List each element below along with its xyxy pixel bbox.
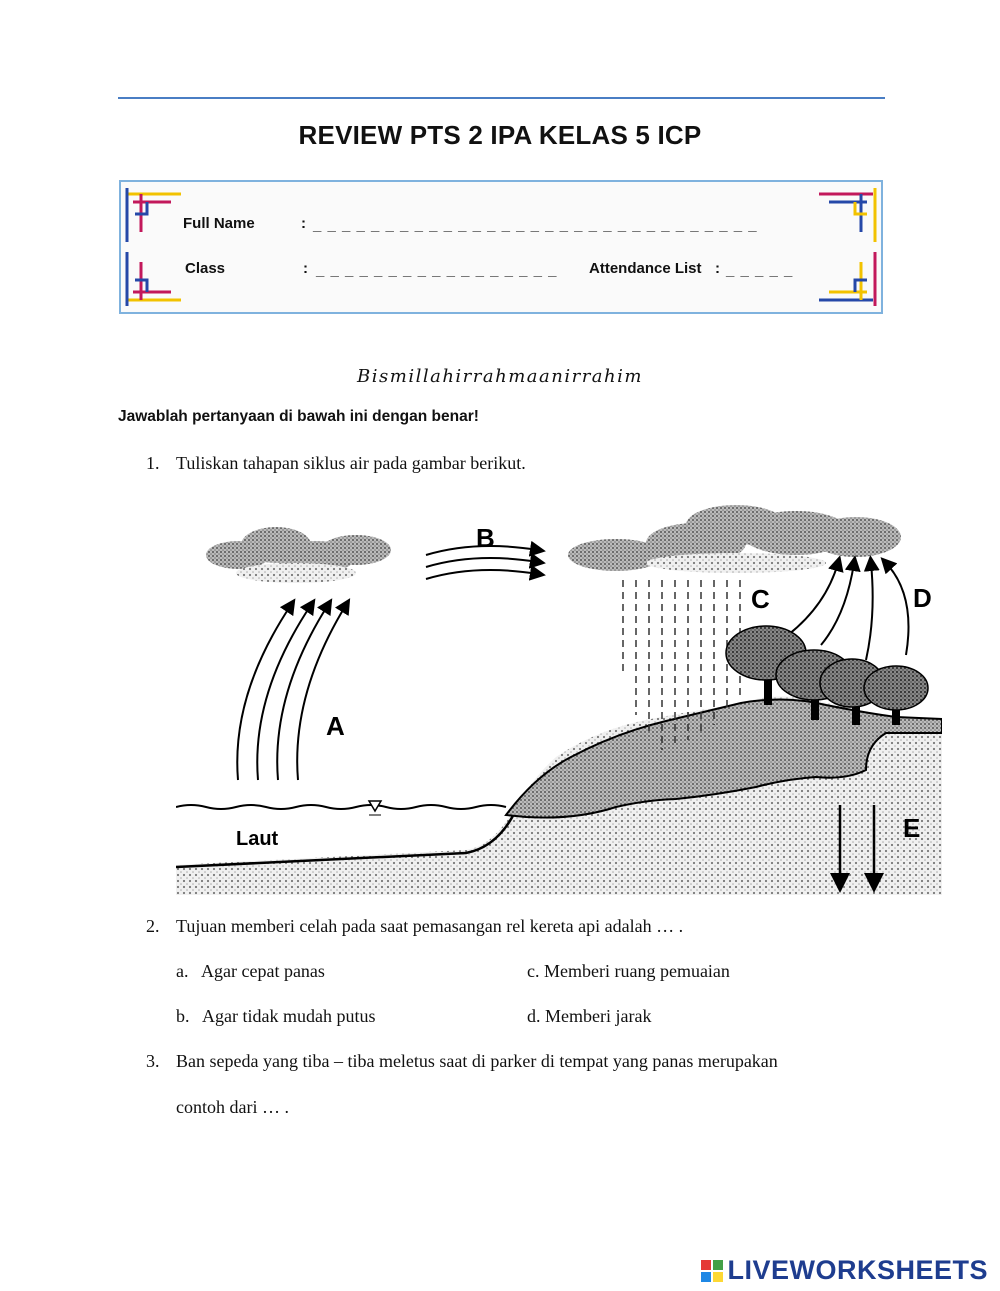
option-d[interactable]: d. Memberi jarak [527, 1006, 652, 1026]
label-d: D [913, 583, 932, 613]
label-a: A [326, 711, 345, 741]
cloud-left [206, 527, 391, 583]
evaporation-arrows [237, 605, 346, 780]
cloud-right [568, 505, 901, 573]
full-name-field[interactable]: _ _ _ _ _ _ _ _ _ _ _ _ _ _ _ _ _ _ _ _ _ _ _ _ _ _ _ _ _ _ _ [313, 217, 758, 234]
bismillah-heading: Bismillahirrahmaanirrahim [357, 366, 643, 387]
page-title: REVIEW PTS 2 IPA KELAS 5 ICP [298, 120, 702, 150]
class-colon: : [303, 260, 308, 277]
question-3-text-line2: contoh dari … . [176, 1097, 289, 1117]
full-name-label: Full Name [183, 215, 255, 232]
attendance-field[interactable]: _ _ _ _ _ [726, 262, 794, 279]
question-2-text: Tujuan memberi celah pada saat pemasangan rel kereta api adalah … . [176, 916, 684, 936]
liveworksheets-logo[interactable] [701, 1255, 988, 1286]
logo-icon [701, 1260, 723, 1282]
decorative-corner-frame [121, 182, 881, 312]
attendance-colon: : [715, 260, 720, 277]
class-field[interactable]: _ _ _ _ _ _ _ _ _ _ _ _ _ _ _ _ _ [316, 262, 558, 279]
question-2-number: 2. [146, 916, 160, 936]
option-b[interactable]: b. Agar tidak mudah putus [176, 1006, 376, 1026]
header-rule [118, 97, 885, 99]
label-sea: Laut [236, 828, 279, 850]
instruction-text: Jawablah pertanyaan di bawah ini dengan benar! [118, 408, 479, 425]
transpiration-arrows [788, 563, 909, 660]
sea-surface [176, 805, 506, 809]
water-cycle-diagram [176, 495, 942, 895]
option-c[interactable]: c. Memberi ruang pemuaian [527, 961, 730, 981]
question-3-text: Ban sepeda yang tiba – tiba meletus saat di parker di tempat yang panas merupakan [176, 1051, 778, 1071]
label-b: B [476, 523, 495, 553]
question-1-number: 1. [146, 453, 160, 473]
class-label: Class [185, 260, 226, 277]
label-e: E [903, 813, 921, 843]
question-1-text: Tuliskan tahapan siklus air pada gambar berikut. [176, 453, 526, 473]
full-name-colon: : [301, 215, 306, 232]
question-3-number: 3. [146, 1051, 160, 1071]
student-identity-box [119, 180, 883, 314]
option-a[interactable]: a. Agar cepat panas [176, 961, 325, 981]
label-c: C [751, 584, 770, 614]
logo-text: LIVEWORKSHEETS [727, 1255, 988, 1285]
attendance-label: Attendance List [589, 260, 702, 277]
